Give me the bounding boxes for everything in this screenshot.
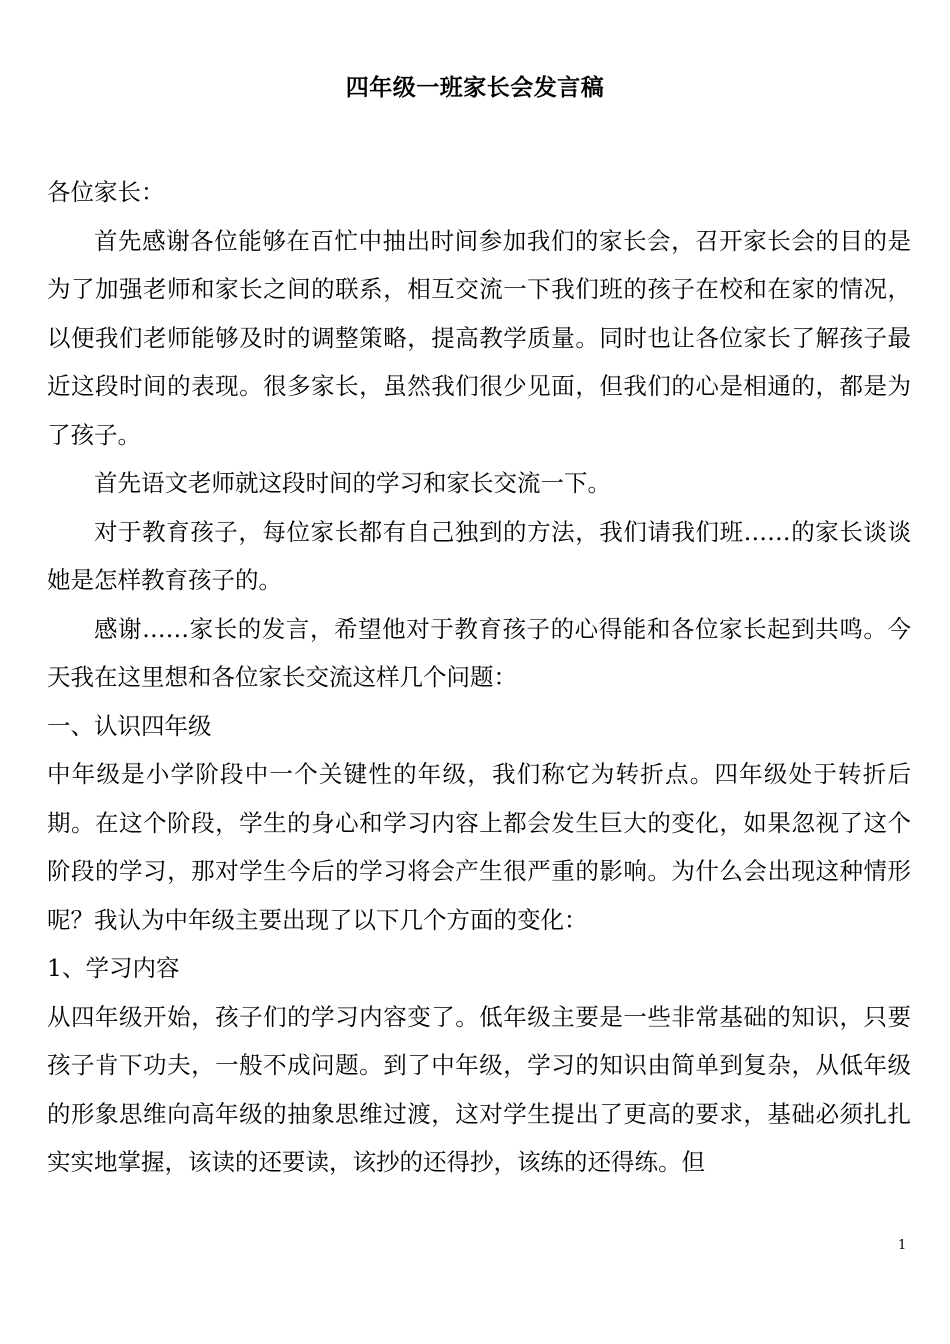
section-heading: 一、认识四年级 [47, 711, 212, 740]
body-paragraph: 感谢……家长的发言，希望他对于教育孩子的心得能和各位家长起到共鸣。今天我在这里想和各位家长交流这样几个问题： [47, 614, 911, 691]
body-paragraph: 首先感谢各位能够在百忙中抽出时间参加我们的家长会，召开家长会的目的是为了加强老师和家长之间的联系，相互交流一下我们班的孩子在校和在家的情况，以便我们老师能够及时的调整策略，提高教学质量。同时也让各位家长了解孩子最近这段时间的表现。很多家长，虽然我们很少见面，但我们的心是相通的，都是为了孩子。 [47, 226, 911, 449]
salutation-paragraph: 各位家长： [47, 178, 165, 206]
body-paragraph: 首先语文老师就这段时间的学习和家长交流一下。 [94, 469, 611, 497]
body-paragraph: 中年级是小学阶段中一个关键性的年级，我们称它为转折点。四年级处于转折后期。在这个阶段，学生的身心和学习内容上都会发生巨大的变化，如果忽视了这个阶段的学习，那对学生今后的学习将会产生很严重的影响。为什么会出现这种情形呢？我认为中年级主要出现了以下几个方面的变化： [47, 760, 911, 934]
page-number: 1 [898, 1238, 907, 1253]
document-body [47, 168, 911, 1187]
document-title: 四年级一班家长会发言稿 [345, 74, 605, 101]
body-paragraph: 对于教育孩子，每位家长都有自己独到的方法，我们请我们班……的家长谈谈她是怎样教育孩子的。 [47, 517, 911, 594]
subsection-heading: 1、学习内容 [47, 954, 180, 982]
body-paragraph: 从四年级开始，孩子们的学习内容变了。低年级主要是一些非常基础的知识，只要孩子肯下功夫，一般不成问题。到了中年级，学习的知识由简单到复杂，从低年级的形象思维向高年级的抽象思维过渡，这对学生提出了更高的要求，基础必须扎扎实实地掌握，该读的还要读，该抄的还得抄，该练的还得练。但 [47, 1002, 911, 1176]
